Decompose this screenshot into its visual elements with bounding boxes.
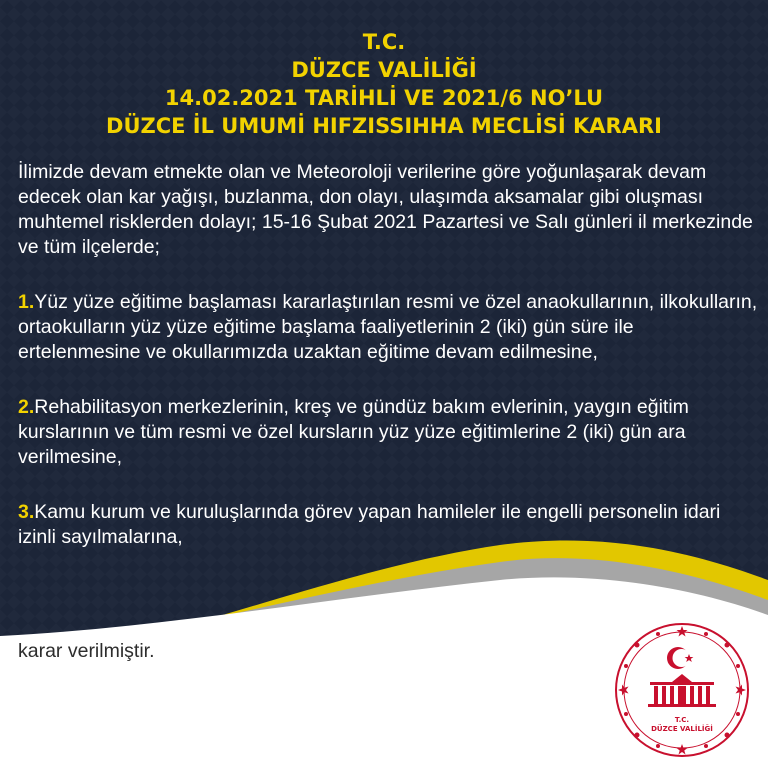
governorship-seal-logo xyxy=(612,620,752,760)
item-number: 1. xyxy=(18,291,35,313)
intro-paragraph: İlimizde devam etmekte olan ve Meteoroloji verilerine göre yoğunlaşarak devam edecek olan kar yağışı, buzlanma, don olayı, ulaşımda aksamalar gibi oluşması muhtemel risklerden dolayı; 15-16 Şubat 2021 Pazartesi ve Salı günleri il merkezinde ve tüm ilçelerde; xyxy=(18,161,753,258)
decision-item-2 xyxy=(18,395,758,470)
document-body xyxy=(18,160,758,580)
item-text: Yüz yüze eğitime başlaması kararlaştırılan resmi ve özel anaokullarının, ilkokulların, ortaokulların yüz yüze eğitime başlama faaliyetlerinin 2 (iki) gün süre ile ertelenmesine ve okullarımızda uzaktan eğitime devam edilmesine, xyxy=(18,291,758,363)
item-number: 2. xyxy=(18,396,35,418)
item-text: Kamu kurum ve kuruluşlarında görev yapan hamileler ile engelli personelin idari izinli sayılmalarına, xyxy=(18,501,721,548)
document-header xyxy=(0,28,768,140)
header-line-tc: T.C. xyxy=(362,30,406,54)
seal-text-tc: T.C. xyxy=(674,716,690,724)
header-line-council: DÜZCE İL UMUMİ HIFZISSIHHA MECLİSİ KARARI xyxy=(106,114,662,138)
seal-text-name: DÜZCE VALİLİĞİ xyxy=(651,725,713,733)
item-number: 3. xyxy=(18,501,35,523)
decision-item-1 xyxy=(18,290,758,365)
decision-item-3 xyxy=(18,500,758,550)
header-line-date: 14.02.2021 TARİHLİ VE 2021/6 NO’LU xyxy=(164,86,604,110)
header-line-governorship: DÜZCE VALİLİĞİ xyxy=(291,58,477,82)
item-text: Rehabilitasyon merkezlerinin, kreş ve gündüz bakım evlerinin, yaygın eğitim kurslarının ve tüm resmi ve özel kursların yüz yüze eğitimlerine 2 (iki) gün ara verilmesine, xyxy=(18,396,689,468)
closing-text: karar verilmiştir. xyxy=(18,640,155,662)
